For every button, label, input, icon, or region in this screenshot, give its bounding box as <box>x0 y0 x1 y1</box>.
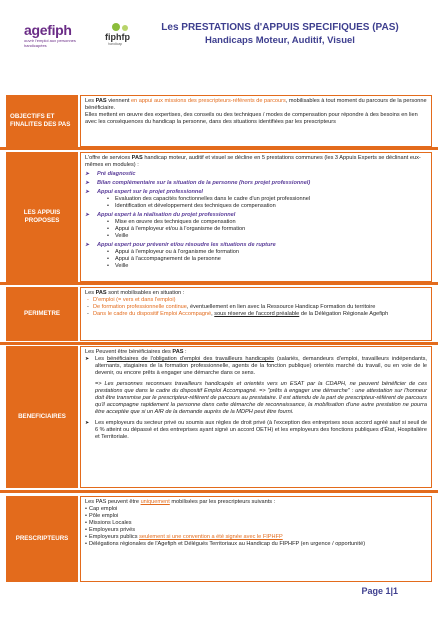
beneficiaires-intro: Les Peuvent être bénéficiaires des PAS : <box>85 349 187 355</box>
section-perimetre <box>6 287 432 341</box>
section-content <box>80 287 432 341</box>
section-appuis <box>6 152 432 282</box>
objectifs-paragraph-2: Elles mettent en œuvre des expertises, des conseils ou des techniques / modes de compensation pour répondre à des besoins en lien avec les conséquences du handicap la personne, dans des situations identifiées par les prescripteurs <box>85 112 418 125</box>
beneficiaire-item: ➤ Les bénéficiaires de l'obligation d'emploi des travailleurs handicapés (salariés, demandeurs d'emploi, travailleurs indépendants, alternants, stagiaires de la formation professionnelle, agents de la fonction publique) orientés marché du travail, ou en voie de le devenir, ou encore prêts à engager une démarche dans ce sens. <box>85 356 427 377</box>
divider-band <box>0 490 438 493</box>
module-item: • Veille <box>85 263 427 270</box>
prescripteur-item: • Pôle emploi <box>85 513 427 520</box>
section-content <box>80 346 432 488</box>
appuis-intro: L'offre de services PAS handicap moteur, auditif et visuel se décline en 5 prestations communes (les 3 Appuis Experts se déclinant eux-mêmes en modules) : <box>85 155 421 168</box>
fiphfp-logo <box>107 22 137 52</box>
agefiph-logo-tagline: ouvrir l'emploi aux personnes handicapées <box>24 38 76 48</box>
section-label: BENEFICIAIRES <box>6 346 78 488</box>
prestation-item: ➤ Appui expert à la réalisation du projet professionnel <box>85 212 427 219</box>
prestation-item: ➤ Bilan complémentaire sur la situation de la personne (hors projet professionnel) <box>85 180 427 187</box>
module-item: • Veille <box>85 233 427 240</box>
fiphfp-logo-text: fiphfp <box>105 32 130 42</box>
perimetre-item: - D'emploi (= vers et dans l'emploi) <box>85 297 427 304</box>
prestation-item: ➤ Appui expert sur le projet professionnel <box>85 189 427 196</box>
section-label: PERIMETRE <box>6 287 78 341</box>
perimetre-item: - De formation professionnelle continue, éventuellement en lien avec la Ressource Handicap Formation du territoire <box>85 304 427 311</box>
page-header <box>0 0 438 60</box>
beneficiaires-note: => Les personnes reconnues travailleurs handicapés et orientés vers un ESAT par la CDAPH, ne peuvent bénéficier de ces prestations que dans le cadre du dispositif Emploi Accompagné. => "prêts à engager une démarche" : une attestation sur l'honneur doit être transmise par le prescripteur-référent de parcours au prestataire. Il est attendu de la part de prescripteur-référent de parcours qu'il accompagne rapidement la personne dans cette démarche de reconnaissance, la mobilisation d'une autre prestation ne pourra être acceptée que si un AIR de la demande auprès de la MDPH peut être fourni. <box>95 381 427 415</box>
page-title-line1: Les PRESTATIONS d'APPUIS SPECIFIQUES (PAS) <box>161 22 399 33</box>
agefiph-logo <box>22 22 92 52</box>
module-item: • Identification et développement des techniques de compensation <box>85 203 427 210</box>
page-title-line2: Handicaps Moteur, Auditif, Visuel <box>205 35 355 46</box>
section-label: LES APPUIS PROPOSES <box>6 152 78 282</box>
prestation-item: ➤ Appui expert pour prévenir et/ou résoudre les situations de rupture <box>85 242 427 249</box>
module-item: • Mise en œuvre des techniques de compensation <box>85 219 427 226</box>
prescripteur-item: • Cap emploi <box>85 506 427 513</box>
section-label: OBJECTIFS ET FINALITES DES PAS <box>6 95 78 147</box>
section-beneficiaires <box>6 346 432 488</box>
section-content <box>80 496 432 582</box>
page-title <box>150 21 410 47</box>
module-item: • Appui à l'accompagnement de la personne <box>85 256 427 263</box>
divider-band <box>0 342 438 345</box>
divider-band <box>0 147 438 150</box>
section-content <box>80 152 432 282</box>
prescripteur-item: • Missions Locales <box>85 520 427 527</box>
prestation-item: ➤ Pré diagnostic <box>85 171 427 178</box>
fiphfp-logo-sub: handicap <box>108 42 123 46</box>
page-number: Page 1|1 <box>361 586 398 596</box>
section-label: PRESCRIPTEURS <box>6 496 78 582</box>
objectifs-paragraph-1: Les PAS viennent en appui aux missions des prescripteurs-référents de parcours, mobilisables à tout moment du parcours de la personne bénéficiaire. <box>85 98 427 111</box>
perimetre-intro: Les PAS sont mobilisables en situation : <box>85 290 185 296</box>
divider-band <box>0 282 438 285</box>
perimetre-item: - Dans le cadre du dispositif Emploi Accompagné, sous réserve de l'accord préalable de la Délégation Régionale Agefiph <box>85 311 427 318</box>
agefiph-logo-text: agefiph <box>24 22 72 38</box>
prescripteur-item: • Employeurs privés <box>85 527 427 534</box>
prescripteur-item: • Délégations régionales de l'Agefiph et Délégués Territoriaux au Handicap du FIPHFP (en urgence / opportunité) <box>85 541 427 548</box>
section-content <box>80 95 432 147</box>
module-item: • Evaluation des capacités fonctionnelles dans le cadre d'un projet professionnel <box>85 196 427 203</box>
beneficiaire-item: ➤ Les employeurs du secteur privé ou soumis aux règles de droit privé (à l'exception des entreprises sous accord agréé sauf si seuil de 6 % atteint ou dépassé et des entreprises ayant signé un accord OETH) et les employeurs des fonctions publiques d'État, Hospitalière et Territoriale. <box>85 420 427 441</box>
section-prescripteurs <box>6 496 432 582</box>
module-item: • Appui à l'employeur ou à l'organisme de formation <box>85 249 427 256</box>
module-item: • Appui à l'employeur et/ou à l'organisme de formation <box>85 226 427 233</box>
section-objectifs <box>6 95 432 147</box>
prescripteurs-intro: Les PAS peuvent être uniquement mobilisées par les prescripteurs suivants : <box>85 499 276 505</box>
prescripteur-item: • Employeurs publics seulement si une convention a été signée avec le FIPHFP <box>85 534 427 541</box>
